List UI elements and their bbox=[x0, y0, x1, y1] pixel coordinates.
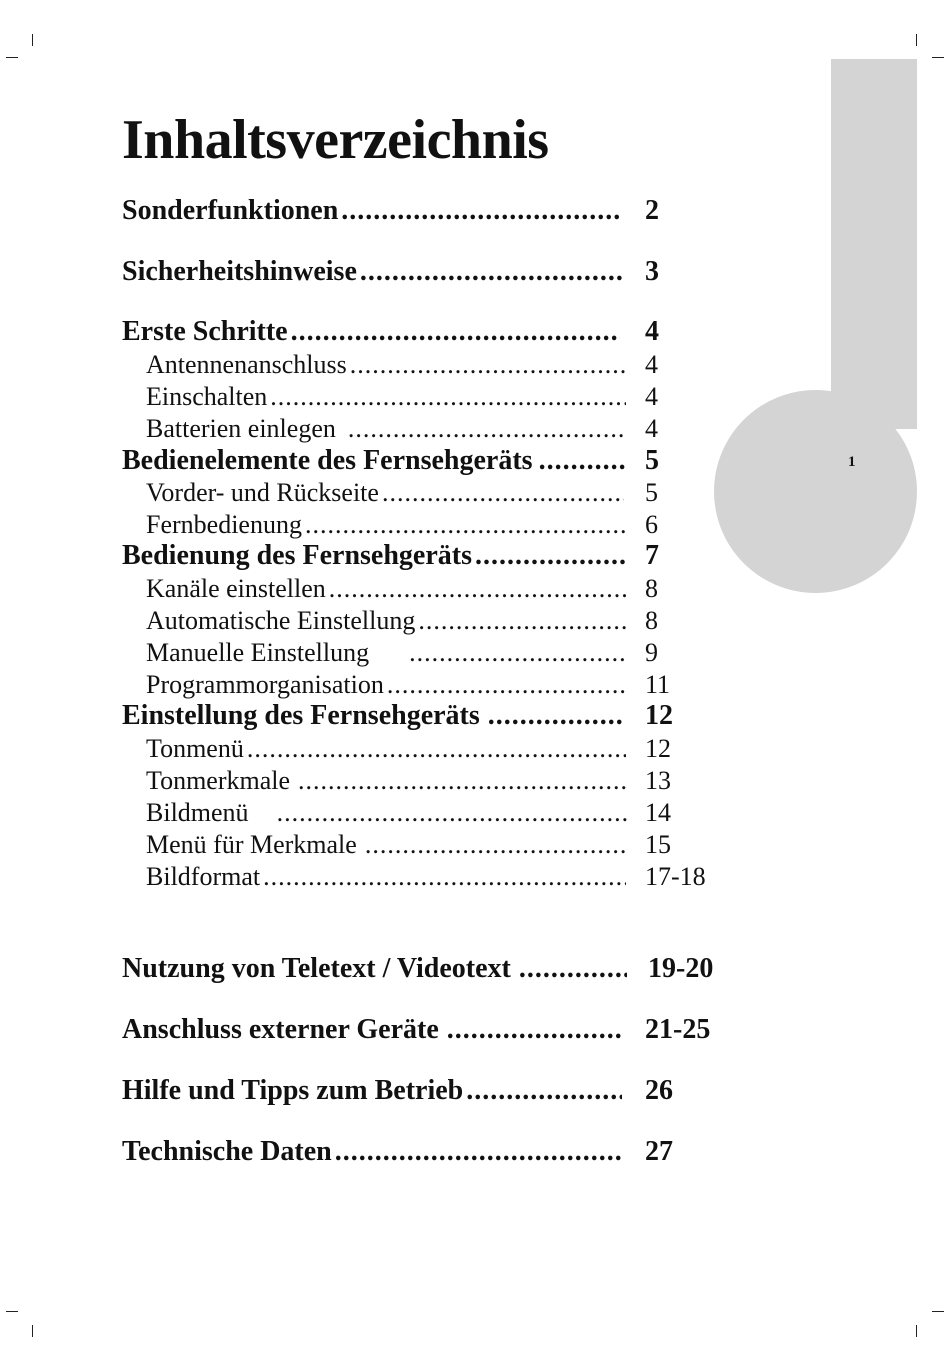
toc-entry-label: Fernbedienung bbox=[146, 510, 302, 539]
toc-entry-label: Bedienung des Fernsehgeräts bbox=[122, 540, 472, 571]
toc-leader-dots bbox=[480, 699, 625, 733]
toc-entry-label: Bildformat bbox=[146, 862, 261, 891]
toc-leader-dots bbox=[369, 637, 626, 669]
toc-entry[interactable] bbox=[122, 194, 659, 228]
toc-entry[interactable] bbox=[146, 477, 658, 511]
toc-entry[interactable] bbox=[146, 765, 671, 799]
toc-leader-dots bbox=[379, 477, 624, 509]
crop-mark bbox=[916, 34, 917, 46]
toc-entry-page: 4 bbox=[645, 414, 658, 443]
toc-entry-label: Sonderfunktionen bbox=[122, 195, 339, 226]
toc-leader-dots bbox=[260, 861, 626, 893]
toc-leader-dots bbox=[336, 413, 624, 445]
toc-leader-dots bbox=[347, 349, 626, 381]
toc-leader-dots bbox=[326, 573, 626, 605]
toc-entry-page: 4 bbox=[645, 316, 659, 347]
toc-entry-page: 13 bbox=[645, 766, 671, 795]
toc-entry-page: 3 bbox=[645, 256, 659, 287]
toc-entry[interactable] bbox=[122, 444, 659, 478]
toc-leader-dots bbox=[267, 381, 626, 413]
toc-leader-dots bbox=[415, 605, 626, 637]
toc-leader-dots bbox=[290, 765, 626, 797]
crop-mark bbox=[32, 34, 33, 46]
toc-entry-page: 21-25 bbox=[645, 1014, 711, 1045]
toc-entry[interactable] bbox=[146, 797, 671, 831]
toc-entry-label: Anschluss externer Geräte bbox=[122, 1014, 439, 1045]
page-number-circle bbox=[714, 390, 917, 593]
page-title: Inhaltsverzeichnis bbox=[122, 109, 549, 171]
toc-leader-dots bbox=[472, 539, 625, 573]
toc-leader-dots bbox=[384, 669, 626, 701]
toc-entry[interactable] bbox=[146, 413, 658, 447]
crop-mark bbox=[6, 57, 18, 58]
toc-entry[interactable] bbox=[146, 637, 658, 671]
toc-leader-dots bbox=[288, 315, 620, 349]
toc-entry[interactable] bbox=[122, 1074, 673, 1108]
toc-entry-label: Kanäle einstellen bbox=[146, 574, 326, 603]
toc-entry[interactable] bbox=[122, 1135, 673, 1169]
toc-entry-page: 12 bbox=[645, 700, 673, 731]
toc-entry-page: 6 bbox=[645, 510, 658, 539]
toc-entry-page: 14 bbox=[645, 798, 671, 827]
toc-entry-label: Programmorganisation bbox=[146, 670, 384, 699]
toc-leader-dots bbox=[244, 733, 626, 765]
toc-entry-label: Manuelle Einstellung bbox=[146, 638, 370, 667]
toc-entry-label: Hilfe und Tipps zum Betrieb bbox=[122, 1075, 464, 1106]
toc-entry-page: 4 bbox=[645, 382, 658, 411]
toc-leader-dots bbox=[439, 1013, 622, 1047]
toc-entry-page: 5 bbox=[645, 478, 658, 507]
crop-mark bbox=[32, 1325, 33, 1337]
chapter-tab-strip bbox=[831, 59, 917, 429]
toc-entry-page: 7 bbox=[645, 540, 659, 571]
toc-entry-label: Batterien einlegen bbox=[146, 414, 336, 443]
page-number: 1 bbox=[848, 454, 856, 470]
toc-leader-dots bbox=[357, 829, 628, 861]
crop-mark bbox=[916, 1325, 917, 1337]
toc-leader-dots bbox=[249, 797, 630, 829]
toc-entry-label: Tonmerkmale bbox=[146, 766, 291, 795]
toc-entry-page: 19-20 bbox=[648, 953, 714, 984]
toc-entry[interactable] bbox=[146, 733, 671, 767]
crop-mark bbox=[6, 1311, 18, 1312]
toc-entry[interactable] bbox=[146, 573, 658, 607]
toc-leader-dots bbox=[533, 444, 625, 478]
toc-entry[interactable] bbox=[146, 669, 671, 703]
toc-entry[interactable] bbox=[146, 829, 671, 863]
crop-mark bbox=[932, 57, 944, 58]
toc-entry[interactable] bbox=[122, 952, 714, 986]
toc-entry[interactable] bbox=[122, 539, 659, 573]
toc-entry[interactable] bbox=[122, 699, 673, 733]
toc-entry-label: Erste Schritte bbox=[122, 316, 288, 347]
toc-entry-label: Antennenanschluss bbox=[146, 350, 347, 379]
toc-entry-page: 8 bbox=[645, 574, 658, 603]
toc-entry-page: 27 bbox=[645, 1136, 673, 1167]
toc-leader-dots bbox=[357, 255, 625, 289]
toc-entry-label: Bedienelemente des Fernsehgeräts bbox=[122, 445, 533, 476]
toc-entry-label: Automatische Einstellung bbox=[146, 606, 416, 635]
toc-leader-dots bbox=[332, 1135, 622, 1169]
toc-entry-page: 8 bbox=[645, 606, 658, 635]
toc-entry-label: Vorder- und Rückseite bbox=[146, 478, 379, 507]
toc-entry[interactable] bbox=[122, 315, 659, 349]
toc-entry[interactable] bbox=[122, 255, 659, 289]
toc-entry[interactable] bbox=[146, 861, 706, 895]
toc-entry-label: Tonmenü bbox=[146, 734, 244, 763]
toc-entry-label: Sicherheitshinweise bbox=[122, 256, 357, 287]
toc-entry[interactable] bbox=[122, 1013, 711, 1047]
toc-entry[interactable] bbox=[146, 605, 658, 639]
toc-entry-page: 9 bbox=[645, 638, 658, 667]
toc-entry-label: Technische Daten bbox=[122, 1136, 332, 1167]
toc-entry-label: Nutzung von Teletext / Videotext bbox=[122, 953, 511, 984]
toc-entry-label: Einschalten bbox=[146, 382, 268, 411]
toc-entry-page: 26 bbox=[645, 1075, 673, 1106]
toc-entry-page: 5 bbox=[645, 445, 659, 476]
toc-entry-label: Menü für Merkmale bbox=[146, 830, 357, 859]
toc-entry-page: 15 bbox=[645, 830, 671, 859]
toc-entry-page: 11 bbox=[645, 670, 671, 699]
toc-entry-page: 2 bbox=[645, 195, 659, 226]
toc-leader-dots bbox=[338, 194, 620, 228]
toc-entry[interactable] bbox=[146, 509, 658, 543]
toc-entry-page: 17-18 bbox=[645, 862, 706, 891]
toc-entry[interactable] bbox=[146, 349, 658, 383]
toc-entry-page: 4 bbox=[645, 350, 658, 379]
toc-leader-dots bbox=[463, 1074, 622, 1108]
toc-entry-page: 12 bbox=[645, 734, 671, 763]
toc-entry-label: Einstellung des Fernsehgeräts bbox=[122, 700, 480, 731]
toc-leader-dots bbox=[511, 952, 627, 986]
crop-mark bbox=[932, 1311, 944, 1312]
toc-entry-label: Bildmenü bbox=[146, 798, 249, 827]
toc-entry[interactable] bbox=[146, 381, 658, 415]
toc-leader-dots bbox=[302, 509, 626, 541]
